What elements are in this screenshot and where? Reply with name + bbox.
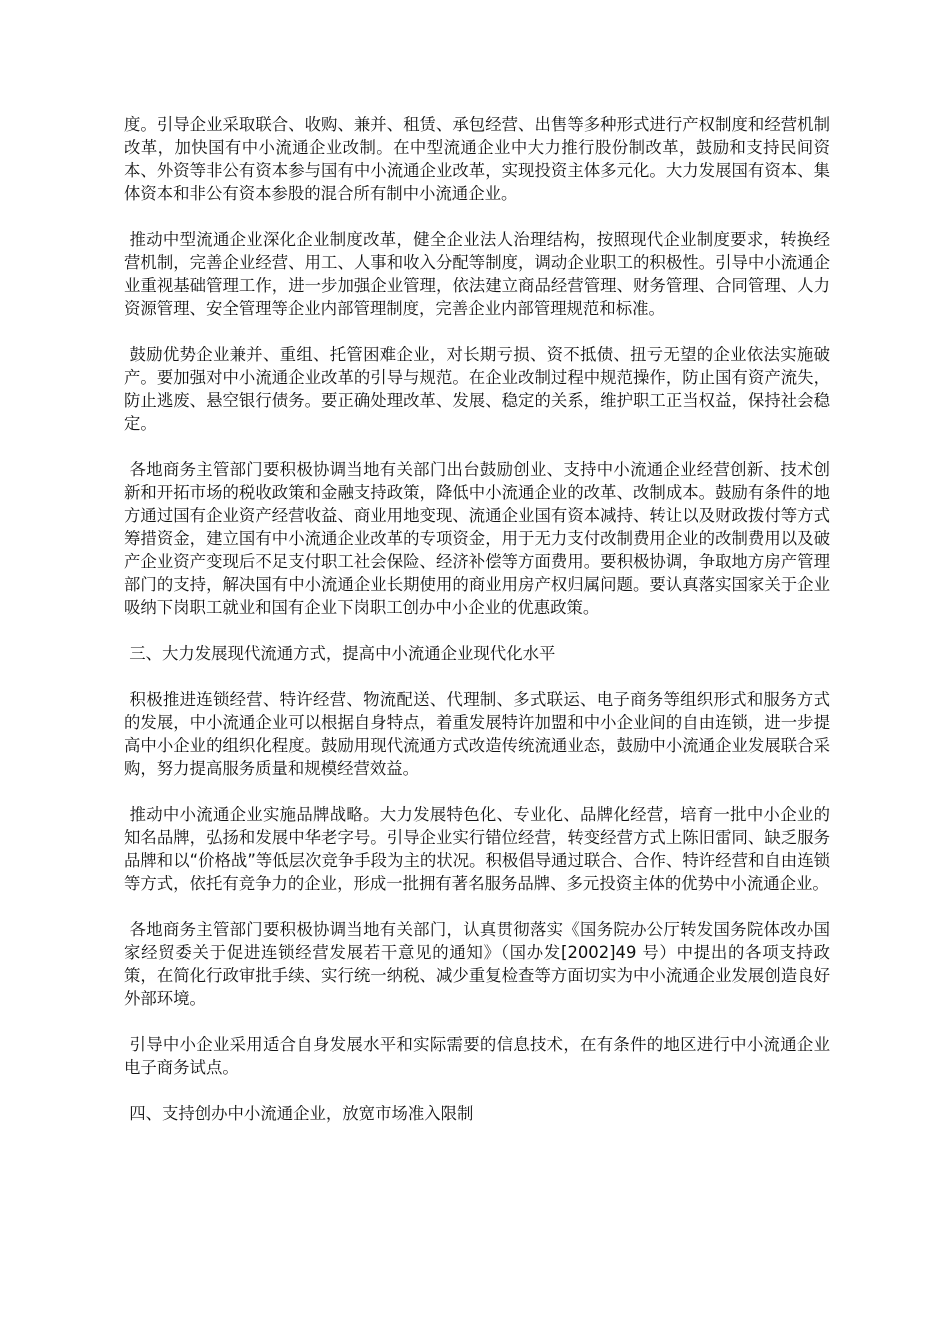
paragraph-tax-finance-policy: 各地商务主管部门要积极协调当地有关部门出台鼓励创业、支持中小流通企业经营创新、技术创新和开拓市场的税收政策和金融支持政策，降低中小流通企业的改革、改制成本。鼓励有条件的地方通过国有企业资产经营收益、商业用地变现、流通企业国有资本减持、转让以及财政拨付等方式筹措资金，建立国有中小流通企业改革的专项资金，用于无力支付改制费用企业的改制费用以及破产企业资产变现后不足支付职工社会保险、经济补偿等方面费用。要积极协调，争取地方房产管理部门的支持，解决国有中小流通企业长期使用的商业用房产权归属问题。要认真落实国家关于企业吸纳下岗职工就业和国有企业下岗职工创办中小企业的优惠政策。 bbox=[124, 460, 830, 617]
paragraph-policy-support: 各地商务主管部门要积极协调当地有关部门，认真贯彻落实《国务院办公厅转发国务院体改办国家经贸委关于促进连锁经营发展若干意见的通知》（国办发[2002]49 号）中提出的各项支持政策，在简化行政审批手续、实行统一纳税、减少重复检查等方面切实为中小流通企业发展创造良好外部环境。 bbox=[124, 920, 830, 1008]
paragraph-merger-bankruptcy: 鼓励优势企业兼并、重组、托管困难企业，对长期亏损、资不抵债、扭亏无望的企业依法实施破产。要加强对中小流通企业改革的引导与规范。在企业改制过程中规范操作，防止国有资产流失，防止逃废、悬空银行债务。要正确处理改革、发展、稳定的关系，维护职工正当权益，保持社会稳定。 bbox=[124, 345, 830, 433]
section-heading-4: 四、支持创办中小流通企业，放宽市场准入限制 bbox=[124, 1104, 474, 1123]
document-page bbox=[124, 113, 830, 1148]
section-heading-3: 三、大力发展现代流通方式，提高中小流通企业现代化水平 bbox=[124, 644, 556, 663]
paragraph-property-reform: 度。引导企业采取联合、收购、兼并、租赁、承包经营、出售等多种形式进行产权制度和经营机制改革，加快国有中小流通企业改制。在中型流通企业中大力推行股份制改革，鼓励和支持民间资本、外资等非公有资本参与国有中小流通企业改革，实现投资主体多元化。大力发展国有资本、集体资本和非公有资本参股的混合所有制中小流通企业。 bbox=[124, 115, 830, 203]
paragraph-brand-strategy: 推动中小流通企业实施品牌战略。大力发展特色化、专业化、品牌化经营，培育一批中小企业的知名品牌，弘扬和发展中华老字号。引导企业实行错位经营，转变经营方式上陈旧雷同、缺乏服务品牌和以“价格战”等低层次竞争手段为主的状况。积极倡导通过联合、合作、特许经营和自由连锁等方式，依托有竞争力的企业，形成一批拥有著名服务品牌、多元投资主体的优势中小流通企业。 bbox=[124, 805, 830, 893]
paragraph-chain-operation: 积极推进连锁经营、特许经营、物流配送、代理制、多式联运、电子商务等组织形式和服务方式的发展，中小流通企业可以根据自身特点，着重发展特许加盟和中小企业间的自由连锁，进一步提高中小企业的组织化程度。鼓励用现代流通方式改造传统流通业态，鼓励中小流通企业发展联合采购，努力提高服务质量和规模经营效益。 bbox=[124, 690, 830, 778]
paragraph-e-commerce: 引导中小企业采用适合自身发展水平和实际需要的信息技术，在有条件的地区进行中小流通企业电子商务试点。 bbox=[124, 1035, 830, 1077]
paragraph-enterprise-system: 推动中型流通企业深化企业制度改革，健全企业法人治理结构，按照现代企业制度要求，转换经营机制，完善企业经营、用工、人事和收入分配等制度，调动企业职工的积极性。引导中小流通企业重视基础管理工作，进一步加强企业管理，依法建立商品经营管理、财务管理、合同管理、人力资源管理、安全管理等企业内部管理制度，完善企业内部管理规范和标准。 bbox=[124, 230, 830, 318]
